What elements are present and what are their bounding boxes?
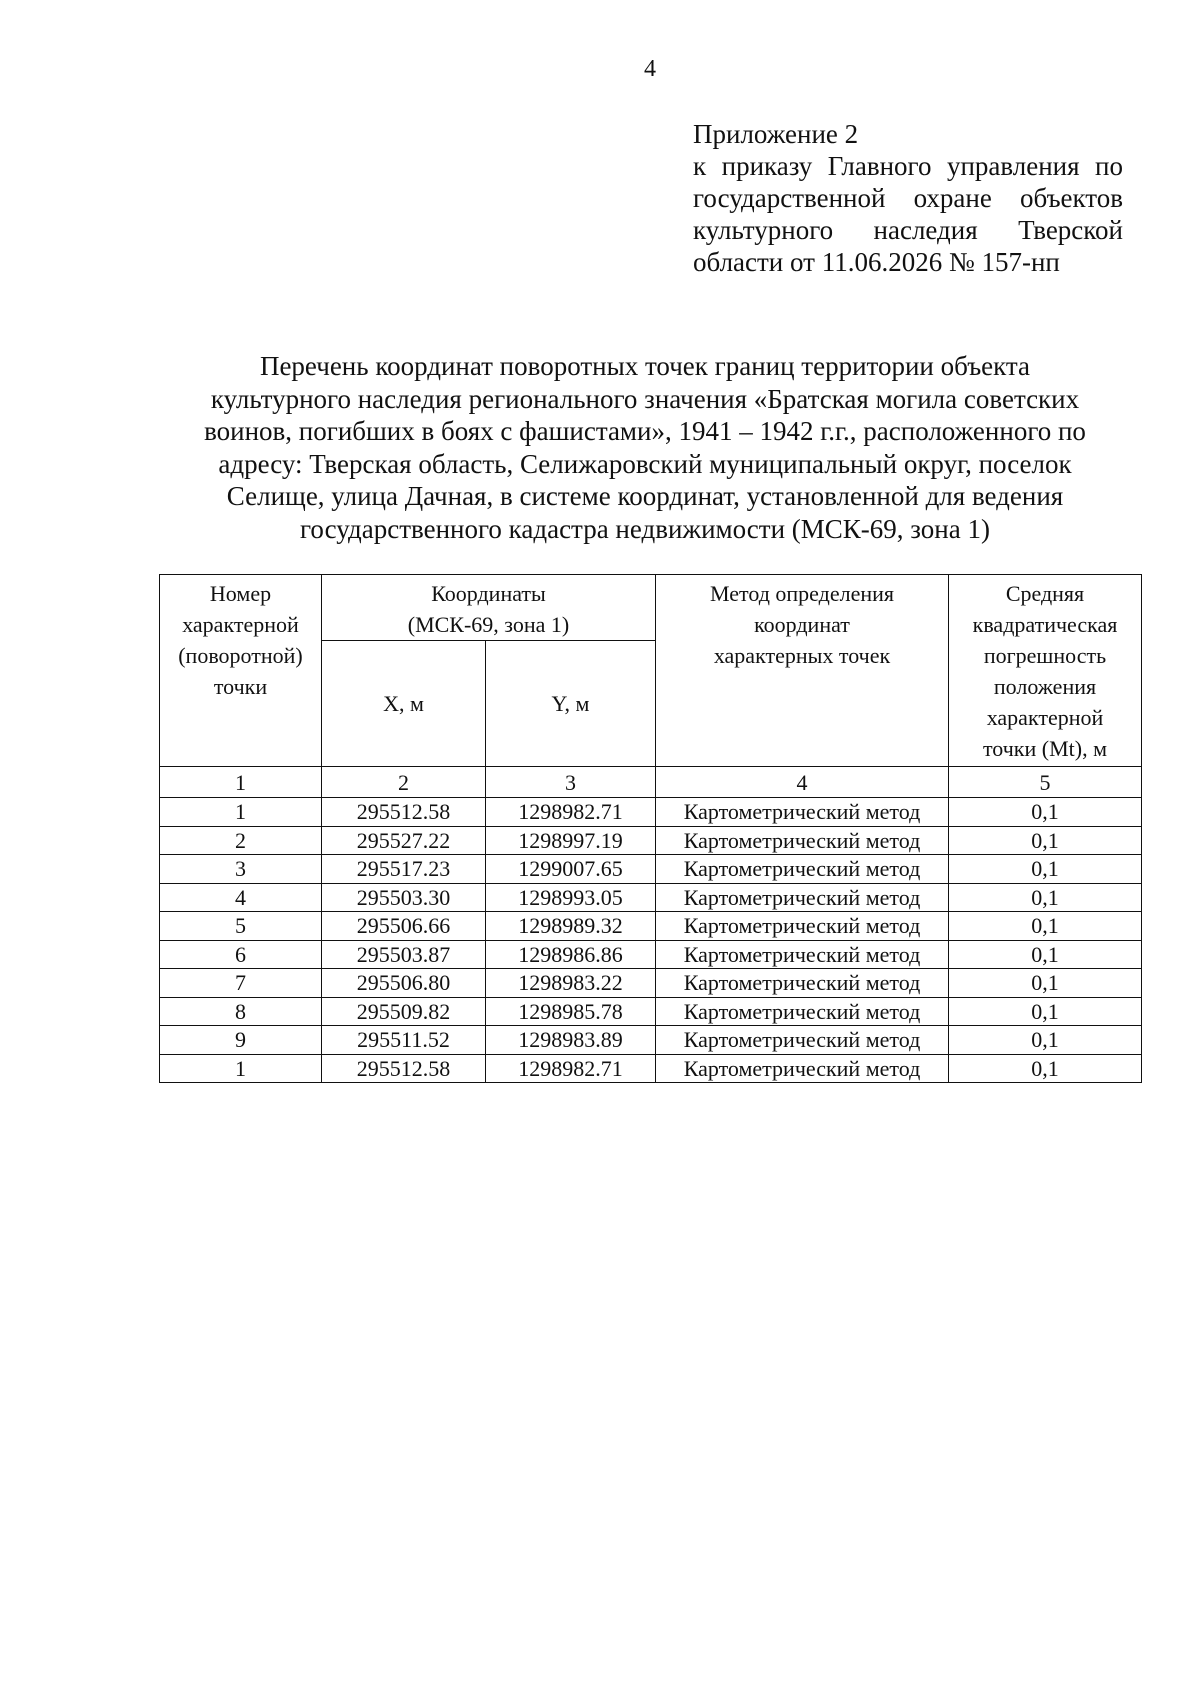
x-cell: 295509.82 — [322, 997, 486, 1026]
method-cell: Картометрический метод — [656, 969, 949, 998]
method-cell: Картометрический метод — [656, 1054, 949, 1083]
method-cell: Картометрический метод — [656, 826, 949, 855]
appendix-line: культурного наследия Тверской — [693, 215, 1123, 245]
error-cell: 0,1 — [949, 826, 1142, 855]
table-row — [160, 912, 1142, 941]
header-line: (поворотной) — [178, 643, 303, 668]
method-cell: Картометрический метод — [656, 883, 949, 912]
y-cell: 1298983.22 — [486, 969, 656, 998]
column-number: 4 — [656, 767, 949, 798]
method-cell: Картометрический метод — [656, 912, 949, 941]
header-line: характерной — [986, 705, 1104, 730]
x-cell: 295527.22 — [322, 826, 486, 855]
header-point-number — [160, 575, 322, 767]
error-cell: 0,1 — [949, 940, 1142, 969]
error-cell: 0,1 — [949, 883, 1142, 912]
x-cell: 295512.58 — [322, 1054, 486, 1083]
header-error — [949, 575, 1142, 767]
y-cell: 1298993.05 — [486, 883, 656, 912]
y-cell: 1298997.19 — [486, 826, 656, 855]
y-cell: 1298982.71 — [486, 798, 656, 827]
header-line: Номер — [209, 581, 272, 606]
point-number-cell: 7 — [160, 969, 322, 998]
header-line: положения — [993, 674, 1097, 699]
point-number-cell: 4 — [160, 883, 322, 912]
method-cell: Картометрический метод — [656, 997, 949, 1026]
header-line: Метод определения — [709, 581, 895, 606]
table-row — [160, 997, 1142, 1026]
point-number-cell: 1 — [160, 1054, 322, 1083]
point-number-cell: 8 — [160, 997, 322, 1026]
title-line: воинов, погибших в боях с фашистами», 1941 – 1942 г.г., расположенного по — [204, 416, 1086, 446]
error-cell: 0,1 — [949, 969, 1142, 998]
appendix-reference — [693, 118, 1123, 278]
table-row — [160, 883, 1142, 912]
title-line: культурного наследия регионального значения «Братская могила советских — [210, 383, 1080, 414]
appendix-line: Приложение 2 — [693, 119, 859, 149]
table-row — [160, 940, 1142, 969]
point-number-cell: 3 — [160, 855, 322, 884]
table-row — [160, 826, 1142, 855]
header-coordinates — [322, 575, 656, 641]
y-cell: 1298985.78 — [486, 997, 656, 1026]
method-cell: Картометрический метод — [656, 940, 949, 969]
error-cell: 0,1 — [949, 855, 1142, 884]
column-number: 3 — [486, 767, 656, 798]
point-number-cell: 2 — [160, 826, 322, 855]
point-number-cell: 5 — [160, 912, 322, 941]
header-line: погрешность — [983, 643, 1107, 668]
header-line: точки — [213, 674, 268, 699]
table-row — [160, 1026, 1142, 1055]
y-cell: 1298986.86 — [486, 940, 656, 969]
method-cell: Картометрический метод — [656, 1026, 949, 1055]
document-title — [150, 350, 1140, 545]
point-number-cell: 6 — [160, 940, 322, 969]
appendix-line: области от 11.06.2026 № 157-нп — [693, 247, 1060, 277]
column-number: 2 — [322, 767, 486, 798]
table-row — [160, 969, 1142, 998]
point-number-cell: 1 — [160, 798, 322, 827]
x-cell: 295511.52 — [322, 1026, 486, 1055]
error-cell: 0,1 — [949, 1026, 1142, 1055]
header-line: Средняя — [1005, 581, 1085, 606]
column-number: 1 — [160, 767, 322, 798]
header-line: точки (Mt), м — [982, 736, 1108, 761]
table-row — [160, 798, 1142, 827]
x-cell: 295506.66 — [322, 912, 486, 941]
y-cell: 1299007.65 — [486, 855, 656, 884]
method-cell: Картометрический метод — [656, 798, 949, 827]
header-method — [656, 575, 949, 767]
x-cell: 295503.87 — [322, 940, 486, 969]
header-line: характерных точек — [713, 643, 891, 668]
x-cell: 295517.23 — [322, 855, 486, 884]
column-number: 5 — [949, 767, 1142, 798]
method-cell: Картометрический метод — [656, 855, 949, 884]
header-line: характерной — [182, 612, 299, 637]
header-line: (МСК-69, зона 1) — [407, 612, 570, 637]
error-cell: 0,1 — [949, 912, 1142, 941]
title-line: государственного кадастра недвижимости (МСК-69, зона 1) — [300, 513, 990, 544]
x-cell: 295506.80 — [322, 969, 486, 998]
x-cell: 295512.58 — [322, 798, 486, 827]
column-number-row — [160, 767, 1142, 798]
point-number-cell: 9 — [160, 1026, 322, 1055]
error-cell: 0,1 — [949, 798, 1142, 827]
coordinates-table — [159, 574, 1142, 1083]
error-cell: 0,1 — [949, 997, 1142, 1026]
y-cell: 1298982.71 — [486, 1054, 656, 1083]
x-cell: 295503.30 — [322, 883, 486, 912]
header-line: Координаты — [431, 581, 546, 606]
y-cell: 1298989.32 — [486, 912, 656, 941]
table-row — [160, 855, 1142, 884]
appendix-line: государственной охране объектов — [693, 183, 1123, 213]
error-cell: 0,1 — [949, 1054, 1142, 1083]
header-line: квадратическая — [972, 612, 1118, 637]
appendix-line: к приказу Главного управления по — [693, 151, 1123, 181]
header-x: X, м — [322, 641, 486, 767]
title-line: адресу: Тверская область, Селижаровский муниципальный округ, поселок — [218, 448, 1072, 479]
title-line: Перечень координат поворотных точек границ территории объекта — [259, 351, 1031, 381]
y-cell: 1298983.89 — [486, 1026, 656, 1055]
table-row — [160, 1054, 1142, 1083]
header-y: Y, м — [486, 641, 656, 767]
page-number: 4 — [644, 56, 656, 82]
header-line: координат — [754, 612, 850, 637]
title-line: Селище, улица Дачная, в системе координат, установленной для ведения — [226, 481, 1064, 511]
